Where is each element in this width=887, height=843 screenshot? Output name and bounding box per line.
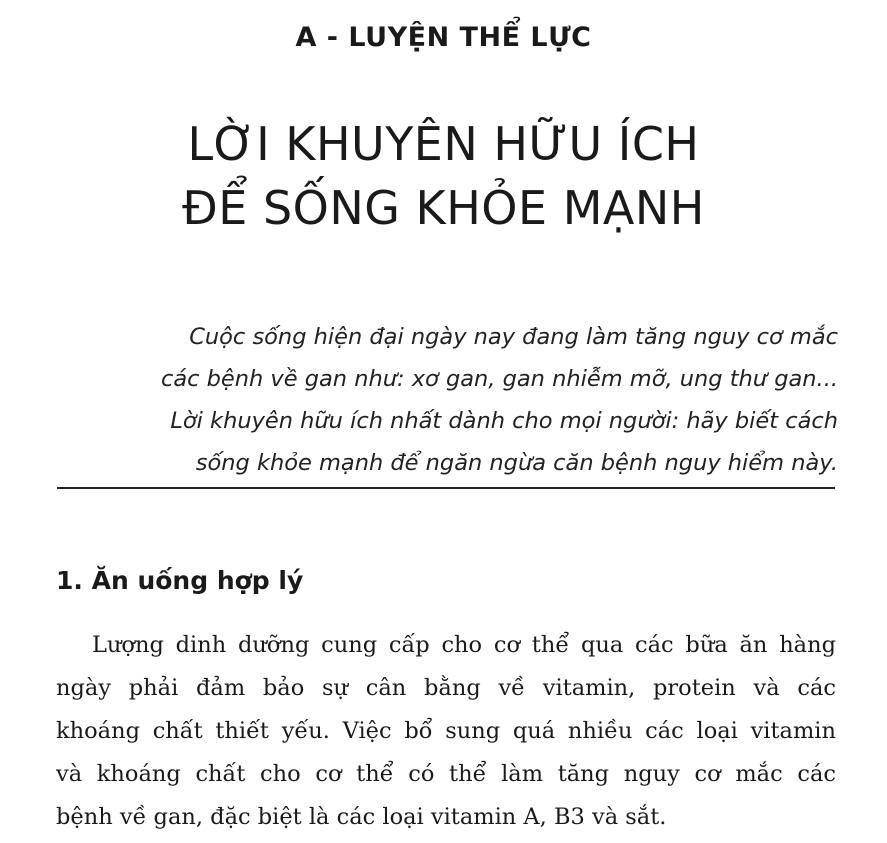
intro-line: sống khỏe mạnh để ngăn ngừa căn bệnh nguy hiểm này. — [195, 450, 838, 476]
body-line: Lượng dinh dưỡng cung cấp cho cơ thể qua các bữa ăn hàng — [92, 632, 836, 658]
intro-line: các bệnh về gan như: xơ gan, gan nhiễm mỡ, ung thư gan... — [160, 366, 838, 392]
intro-paragraph — [40, 316, 838, 484]
section-header: A - LUYỆN THỂ LỰC — [295, 22, 592, 53]
section-subheading: 1. Ăn uống hợp lý — [56, 566, 304, 595]
divider-rule — [57, 487, 835, 489]
body-line: và khoáng chất cho cơ thể có thể làm tăng nguy cơ mắc các — [56, 761, 836, 787]
body-line: bệnh về gan, đặc biệt là các loại vitamin A, B3 và sắt. — [56, 804, 667, 830]
intro-line: Cuộc sống hiện đại ngày nay đang làm tăng nguy cơ mắc — [189, 324, 838, 350]
title-line: ĐỂ SỐNG KHỎE MẠNH — [182, 181, 705, 235]
page-title — [0, 112, 887, 240]
intro-line: Lời khuyên hữu ích nhất dành cho mọi người: hãy biết cách — [170, 408, 838, 434]
body-line: khoáng chất thiết yếu. Việc bổ sung quá nhiều các loại vitamin — [56, 718, 836, 744]
body-paragraph — [56, 624, 836, 839]
body-line: ngày phải đảm bảo sự cân bằng về vitamin, protein và các — [56, 675, 836, 701]
title-line: LỜI KHUYÊN HỮU ÍCH — [187, 117, 700, 171]
